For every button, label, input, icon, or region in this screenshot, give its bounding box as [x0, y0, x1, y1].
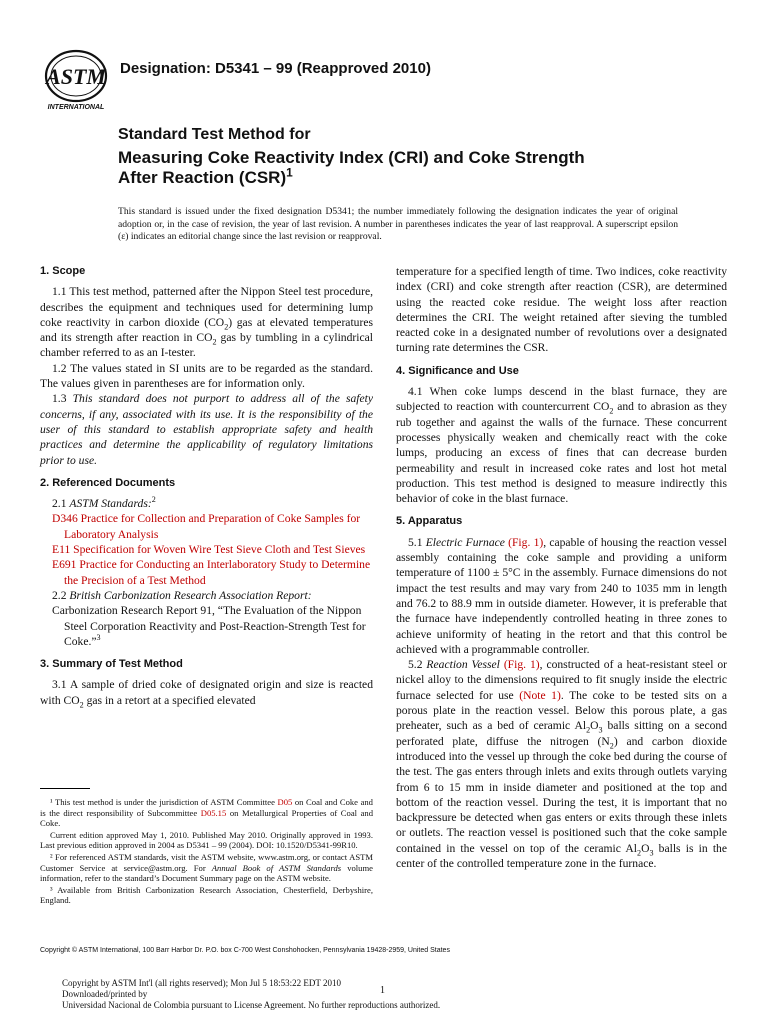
scope-1-2: 1.2 The values stated in SI units are to be regarded as the standard. The values given in parentheses are for information only.: [40, 361, 373, 391]
reference-e691[interactable]: E691 Practice for Conducting an Interlaboratory Study to Determine the Precision of a Test Method: [52, 558, 371, 587]
reference-e11-link[interactable]: E11: [52, 543, 71, 557]
title-footnote-mark: 1: [286, 165, 293, 180]
scope-heading: 1. Scope: [40, 265, 86, 277]
svg-text:INTERNATIONAL: INTERNATIONAL: [47, 104, 105, 111]
svg-text:ASTM: ASTM: [46, 64, 106, 89]
footnote-rule: [40, 788, 90, 789]
refs-2-1: 2.1 ASTM Standards:$^2$: [52, 495, 156, 511]
astm-logo: [40, 48, 112, 112]
left-column: [40, 264, 373, 708]
figure-1-link[interactable]: (Fig. 1): [508, 535, 544, 549]
referenced-documents-heading: 2. Referenced Documents: [40, 476, 176, 489]
document-title: [118, 148, 678, 188]
footnotes: [40, 797, 373, 907]
note-1-link[interactable]: (Note 1): [519, 688, 561, 702]
reference-d346[interactable]: D346 Practice for Collection and Preparation of Coke Samples for Laboratory Analysis: [52, 512, 361, 541]
figure-1-link-2[interactable]: (Fig. 1): [503, 658, 540, 672]
page-number: 1: [380, 985, 385, 996]
astm-logo-icon: [40, 48, 112, 112]
scope-1-1: 1.1 This test method, patterned after the Nippon Steel test procedure, describes the equipment and techniques used for determining lump coke reactivity in carbon dioxide $(CO_2)$ gas at elevated temperatures and its strength after reaction in $CO_2$ gas by tumbling in a cylindrical chamber referred to as an I-tester.: [40, 285, 373, 360]
committee-d05-link[interactable]: D05: [277, 797, 293, 807]
subcommittee-d0515-link[interactable]: D05.15: [200, 807, 227, 818]
apparatus-5-1: 5.1 Electric Furnace (Fig. 1), capable of housing the reaction vessel assembly containing the coke sample and providing a uniform temperature of 1100 ± 5°C in the assembly. Furnace dimensions do not impact the test results and may vary from 240 to 1035 mm in length and 76.2 to 88.9 mm in outside diameter. However, it is preferable that the furnace have independently controlled heating in three zones to achieve uniformity of heating in the retort and that this control be achieved with a programmable controller.: [396, 535, 728, 656]
right-column: [396, 264, 727, 871]
copyright-line: Copyright © ASTM International, 100 Barr Harbor Dr. P.O. box C-700 West Conshohocken, Pennsylvania 19428-2959, United States: [40, 947, 450, 954]
license-line-1: Copyright by ASTM Int'l (all rights reserved); Mon Jul 5 18:53:22 EDT 2010: [62, 978, 341, 988]
designation: Designation: D5341 – 99 (Reapproved 2010): [120, 60, 431, 77]
reference-d346-link[interactable]: D346: [52, 512, 78, 526]
title-line-2: Measuring Coke Reactivity Index (CRI) and Coke Strength: [118, 148, 585, 167]
reference-e691-link[interactable]: E691: [52, 558, 77, 572]
title-line-3: After Reaction (CSR): [118, 168, 287, 187]
summary-3-1: 3.1 A sample of dried coke of designated origin and size is reacted with $CO_2$ gas in a retort at a specified elevated: [40, 678, 373, 710]
refs-2-2: 2.2 British Carbonization Research Association Report:: [52, 588, 312, 602]
footnote-edition: Current edition approved May 1, 2010. Published May 2010. Originally approved in 1993. Last previous edition approved in 2004 as D5341 – 99 (2004). DOI: 10.1520/D5341-99R10.: [40, 829, 373, 851]
significance-4-1: 4.1 When coke lumps descend in the blast furnace, they are subjected to reaction with countercurrent $CO_2$ and to abrasion as they rub together and against the walls of the furnace. These concurrent processes physically weaken and chemically react with the coke lumps, producing an excess of fines that can decrease burden permeability and result in increased coke rates and lost hot metal production. This test method is designed to measure indirectly this behavior of coke in the blast furnace.: [396, 385, 727, 506]
scope-1-3: 1.3 This standard does not purport to address all of the safety concerns, if any, associated with its use. It is the responsibility of the user of this standard to establish appropriate safety and health practices and determine the applicability of regulatory limitations prior to use.: [40, 392, 373, 467]
apparatus-heading: 5. Apparatus: [396, 515, 463, 528]
footnote-2: ² For referenced ASTM standards, visit the ASTM website, www.astm.org, or contact ASTM Customer Service at service@astm.org. For Annual Book of ASTM Standards volume information, refer to the standard’s Document Summary page on the ASTM website.: [40, 851, 373, 884]
reference-e11[interactable]: E11 Specification for Woven Wire Test Sieve Cloth and Test Sieves: [52, 543, 366, 557]
significance-heading: 4. Significance and Use: [396, 364, 519, 377]
license-line-3: Universidad Nacional de Colombia pursuant to License Agreement. No further reproductions authorized.: [62, 1000, 441, 1010]
summary-heading: 3. Summary of Test Method: [40, 658, 183, 671]
footnote-1: ¹ This test method is under the jurisdiction of ASTM Committee D05 on Coal and Coke and is the direct responsibility of Subcommittee D05.15 on Metallurgical Properties of Coal and Coke.: [40, 797, 373, 829]
footnote-3: ³ Available from British Carbonization Research Association, Chesterfield, Derbyshire, England.: [40, 884, 373, 906]
summary-continued: temperature for a specified length of time. Two indices, coke reactivity index (CRI) and coke strength after reaction (CSR), are determined using the reacted coke residue. The weight loss after reaction determines the CRI. The weight retained after sieving the tumbled reacted coke in a designated number of revolutions over a designated turning rate determines the CSR.: [396, 265, 727, 355]
title-line-1: Standard Test Method for: [118, 126, 311, 143]
license-line-2: Downloaded/printed by: [62, 989, 148, 999]
reference-bcra: Carbonization Research Report 91, “The Evaluation of the Nippon Steel Corporation Reactivity and Post-Reaction-Strength Test for Coke.”$^3$: [52, 604, 366, 648]
issue-notice: This standard is issued under the fixed designation D5341; the number immediately following the designation indicates the year of original adoption or, in the case of revision, the year of last revision. A number in parentheses indicates the year of last reapproval. A superscript epsilon (ε) indicates an editorial change since the last revision or reapproval.: [118, 206, 678, 243]
apparatus-5-2: 5.2 Reaction Vessel (Fig. 1), constructed of a heat-resistant steel or nickel alloy to the dimensions required to fit snugly inside the electric furnace selected for use (Note 1). The coke to be tested sits on a porous plate in the reaction vessel. Below this porous plate, a gas preheater, such as a bed of ceramic $Al_2O_3$ balls sitting on a second perforated plate, diffuse the nitrogen $(N_2)$ and carbon dioxide introduced into the vessel up through the coke bed during the course of the test. The gas enters through inlets and exits through outlets varying from 6 to 15 mm in inside diameter and positioned at the top and bottom of the reaction vessel. During the test, it is important that no backpressure be detected when gas enters or exits through these inlets or outlets. The reaction vessel is positioned such that the coke sample contained in the vessel on top of the ceramic $Al_2O_3$ balls is in the center of the controlled temperature zone in the furnace.: [396, 658, 727, 870]
